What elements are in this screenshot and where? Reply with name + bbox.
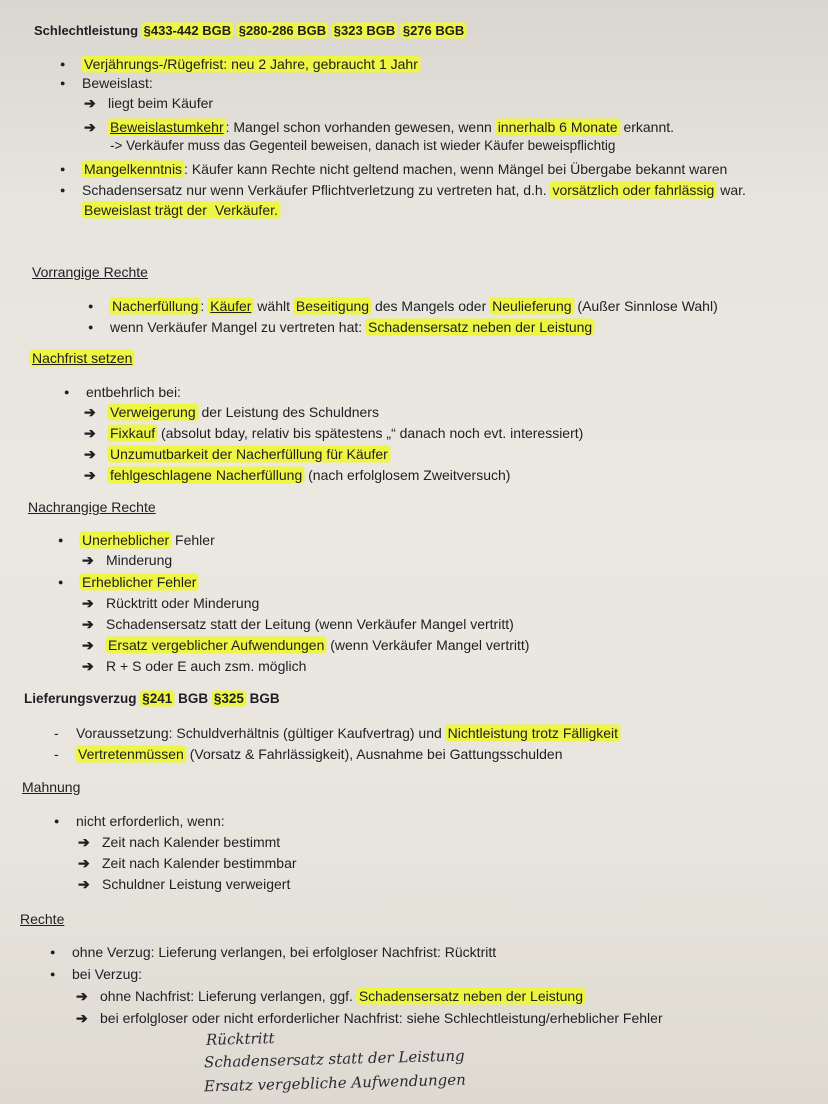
- arrow-item: ➔ Rücktritt oder Minderung: [82, 594, 259, 612]
- note-line: -> Verkäufer muss das Gegenteil beweisen, danach ist wieder Käufer beweispflichtig: [110, 138, 616, 153]
- list-item: ● Beweislast:: [82, 74, 153, 92]
- list-item: ● wenn Verkäufer Mangel zu vertreten hat: Schadensersatz neben der Leistung: [110, 318, 594, 336]
- list-item: ● Schadensersatz nur wenn Verkäufer Pflichtverletzung zu vertreten hat, d.h. vorsätzlich oder fahrlässig war.: [82, 181, 746, 199]
- arrow-item: ➔ liegt beim Käufer: [84, 94, 213, 112]
- arrow-item: ➔ bei erfolgloser oder nicht erforderlicher Nachfrist: siehe Schlechtleistung/erheblicher Fehler: [76, 1009, 663, 1027]
- continuation-line: Beweislast trägt der Verkäufer.: [84, 202, 278, 218]
- arrow-item: ➔ Schadensersatz statt der Leitung (wenn Verkäufer Mangel vertritt): [82, 615, 514, 633]
- arrow-item: ➔ Unzumutbarkeit der Nacherfüllung für Käufer: [84, 445, 390, 463]
- heading-nachrangige-rechte: Nachrangige Rechte: [28, 499, 156, 515]
- handwritten-note: Rücktritt: [205, 1029, 275, 1049]
- list-item: ● Unerheblicher Fehler: [80, 531, 215, 549]
- heading-schlechtleistung: Schlechtleistung §433-442 BGB §280-286 BGB §323 BGB §276 BGB: [34, 23, 465, 38]
- arrow-item: ➔ Fixkauf (absolut bday, relativ bis spätestens „“ danach noch evt. interessiert): [84, 424, 583, 442]
- list-item: ● Nacherfüllung : Käufer wählt Beseitigung des Mangels oder Neulieferung (Außer Sinnlose Wahl): [110, 297, 718, 315]
- arrow-item: ➔ Ersatz vergeblicher Aufwendungen (wenn Verkäufer Mangel vertritt): [82, 636, 529, 654]
- arrow-item: ➔ Zeit nach Kalender bestimmt: [78, 833, 280, 851]
- heading-vorrangige-rechte: Vorrangige Rechte: [32, 264, 148, 280]
- list-item: ● Verjährungs-/Rügefrist: neu 2 Jahre, gebraucht 1 Jahr: [82, 55, 420, 73]
- arrow-item: ➔ R + S oder E auch zsm. möglich: [82, 657, 306, 675]
- handwritten-note: Schadensersatz statt der Leistung: [203, 1046, 465, 1072]
- arrow-item: ➔ Beweislastumkehr : Mangel schon vorhanden gewesen, wenn innerhalb 6 Monate erkannt.: [84, 118, 674, 136]
- heading-lieferungsverzug: Lieferungsverzug §241 BGB §325 BGB: [24, 691, 280, 706]
- handwritten-note: Ersatz vergebliche Aufwendungen: [203, 1070, 467, 1096]
- heading-mahnung: Mahnung: [22, 779, 81, 795]
- heading-nachfrist-setzen: Nachfrist setzen: [32, 350, 133, 366]
- heading-rechte: Rechte: [20, 911, 65, 927]
- list-item: ● entbehrlich bei:: [86, 383, 181, 401]
- list-item: ● Mangelkenntnis : Käufer kann Rechte nicht geltend machen, wenn Mängel bei Übergabe bekannt waren: [82, 160, 727, 178]
- list-item: ● bei Verzug:: [72, 965, 142, 983]
- arrow-item: ➔ fehlgeschlagene Nacherfüllung (nach erfolglosem Zweitversuch): [84, 466, 510, 484]
- list-item: ● nicht erforderlich, wenn:: [76, 812, 225, 830]
- list-item: - Vertretenmüssen (Vorsatz & Fahrlässigkeit), Ausnahme bei Gattungsschulden: [76, 745, 562, 763]
- list-item: - Voraussetzung: Schuldverhältnis (gültiger Kaufvertrag) und Nichtleistung trotz Fälligkeit: [76, 724, 620, 742]
- arrow-item: ➔ Schuldner Leistung verweigert: [78, 875, 290, 893]
- arrow-item: ➔ ohne Nachfrist: Lieferung verlangen, ggf. Schadensersatz neben der Leistung: [76, 987, 585, 1005]
- arrow-item: ➔ Zeit nach Kalender bestimmbar: [78, 854, 297, 872]
- list-item: ● ohne Verzug: Lieferung verlangen, bei erfolgloser Nachfrist: Rücktritt: [72, 943, 496, 961]
- list-item: ● Erheblicher Fehler: [80, 573, 198, 591]
- arrow-item: ➔ Verweigerung der Leistung des Schuldners: [84, 403, 379, 421]
- arrow-item: ➔ Minderung: [82, 551, 172, 569]
